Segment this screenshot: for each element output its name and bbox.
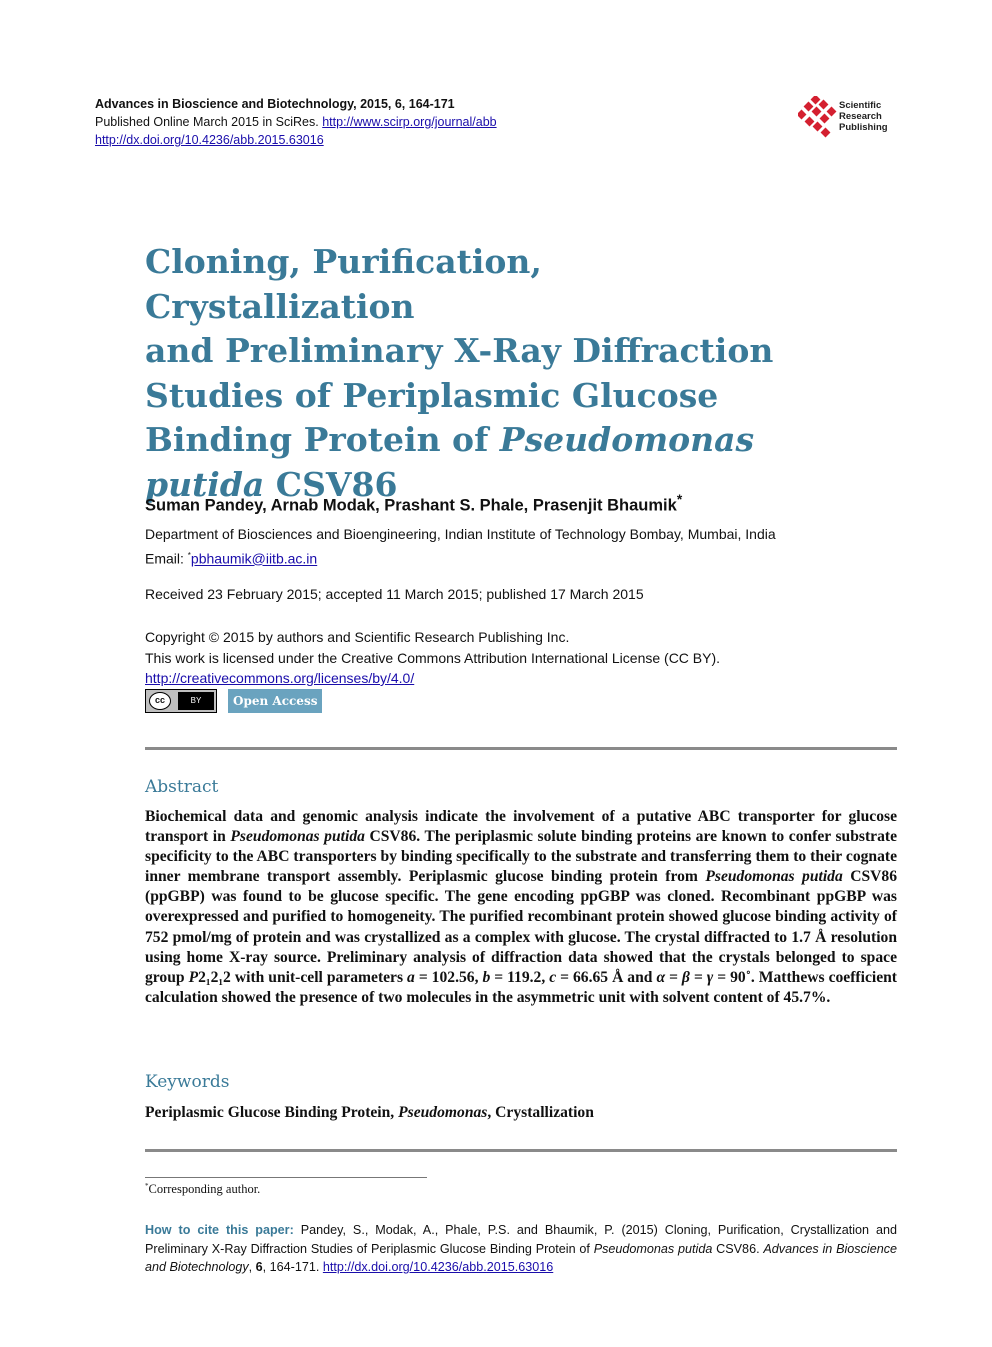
published-text: Published Online March 2015 in SciRes. xyxy=(95,115,319,129)
open-access-badge: Open Access xyxy=(228,689,322,713)
logo-text: Scientific Research Publishing xyxy=(839,100,888,133)
divider-top xyxy=(145,747,897,750)
license-block xyxy=(145,627,720,689)
cc-icon: cc xyxy=(149,692,171,710)
journal-citation: Advances in Bioscience and Biotechnology, 2015, 6, 164-171 xyxy=(95,97,455,111)
how-to-cite: How to cite this paper: Pandey, S., Modak, A., Phale, P.S. and Bhaumik, P. (2015) Cloning, Purification, Crystallization and Preliminary X-Ray Diffraction Studies of Periplasmic Glucose Binding Protein of Pseudomonas putida CSV86. Advances in Bioscience and Biotechnology, 6, 164-171. http://dx.doi.org/10.4236/abb.2015.63016 xyxy=(145,1223,897,1274)
scirp-logo xyxy=(798,96,908,140)
doi-link[interactable]: http://dx.doi.org/10.4236/abb.2015.63016 xyxy=(95,133,324,147)
abstract-heading: Abstract xyxy=(145,777,219,797)
journal-header xyxy=(95,95,497,149)
badges xyxy=(145,689,345,713)
abstract-text: Biochemical data and genomic analysis indicate the involvement of a putative ABC transporter for glucose transport in Pseudomonas putida CSV86. The periplasmic solute binding proteins are known to confer substrate specificity to the ABC transporters by binding specifically to the substrate and transferring them to their cognate inner membrane transport assembly. Periplasmic glucose binding protein from Pseudomonas putida CSV86 (ppGBP) was found to be glucose specific. The gene encoding ppGBP was cloned. Recombinant ppGBP was overexpressed and purified to homogeneity. The purified recombinant protein showed glucose binding activity of 752 pmol/mg of protein and was crystallized as a complex with glucose. The crystal diffracted to 1.7 Å resolution using home X-ray source. Preliminary analysis of diffraction data showed that the crystals belonged to space group P2₁2₁2 with unit-cell parameters a = 102.56, b = 119.2, c = 66.65 Å and α = β = γ = 90˚. Matthews coefficient calculation showed the presence of two molecules in the asymmetric unit with solvent content of 45.7%. xyxy=(145,808,898,1006)
published-line xyxy=(95,113,497,131)
license-url-link[interactable]: http://creativecommons.org/licenses/by/4.0/ xyxy=(145,670,415,686)
cite-label: How to cite this paper: xyxy=(145,1223,294,1237)
footnote: *Corresponding author. xyxy=(145,1182,261,1197)
affiliation xyxy=(145,524,776,570)
keywords-list: Periplasmic Glucose Binding Protein, Pseudomonas, Crystallization xyxy=(145,1104,594,1121)
keywords-heading: Keywords xyxy=(145,1072,230,1092)
scirp-logo-icon xyxy=(798,96,838,140)
cc-by-badge[interactable] xyxy=(145,689,217,713)
journal-url-link[interactable]: http://www.scirp.org/journal/abb xyxy=(322,115,497,129)
email-link[interactable]: pbhaumik@iitb.ac.in xyxy=(190,550,318,567)
license-text: This work is licensed under the Creative Commons Attribution International License (CC BY). xyxy=(145,649,721,666)
received-dates: Received 23 February 2015; accepted 11 March 2015; published 17 March 2015 xyxy=(145,586,644,602)
cite-doi-link[interactable]: http://dx.doi.org/10.4236/abb.2015.63016 xyxy=(322,1260,554,1274)
divider-bottom xyxy=(145,1149,897,1152)
author-list: Suman Pandey, Arnab Modak, Prashant S. Phale, Prasenjit Bhaumik* xyxy=(145,492,683,515)
by-icon: BY xyxy=(178,692,214,710)
footnote-rule xyxy=(145,1177,427,1178)
department: Department of Biosciences and Bioengineering, Indian Institute of Technology Bombay, Mumbai, India xyxy=(145,526,776,542)
paper-title: Cloning, Purification, Crystallization and Preliminary X-Ray Diffraction Studies of Periplasmic Glucose Binding Protein of Pseudomonas putida CSV86 xyxy=(145,242,774,504)
copyright-text: Copyright © 2015 by authors and Scientific Research Publishing Inc. xyxy=(145,629,570,645)
email-line: Email: *pbhaumik@iitb.ac.in xyxy=(145,550,318,567)
